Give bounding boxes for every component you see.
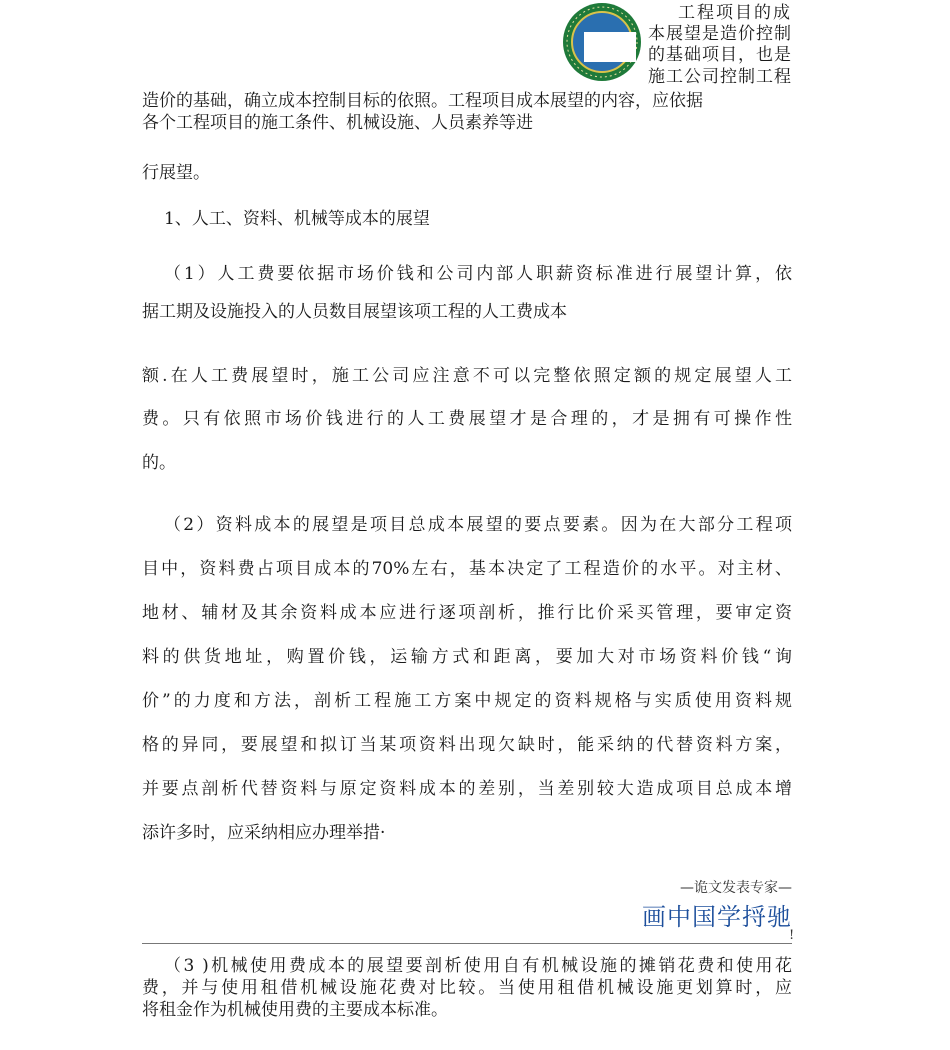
material-line-8: 添许多时，应采纳相应办理举措·: [142, 823, 386, 843]
labor-line-2: 据工期及设施投入的人员数目展望该项工程的人工费成本: [142, 302, 567, 322]
header-line-2: 本展望是造价控制: [648, 24, 792, 44]
labor-line-3: 额.在人工费展望时，施工公司应注意不可以完整依照定额的规定展望人工: [142, 366, 792, 386]
divider-rule: [142, 943, 792, 944]
machine-line-1: （3 )机械使用费成本的展望要剖析使用自有机械设施的摊销花费和使用花: [164, 956, 792, 976]
header-line-3: 的基础项目，也是: [648, 45, 792, 65]
labor-line-1: （1）人工费要依据市场价钱和公司内部人职薪资标准进行展望计算，依: [164, 264, 792, 284]
labor-line-5: 的。: [142, 453, 176, 473]
machine-line-2: 费，并与使用租借机械设施花费对比较。当使用租借机械设施更划算时，应: [142, 978, 792, 998]
material-line-6: 格的异同，要展望和拟订当某项资料出现欠缺时，能采纳的代替资料方案，: [142, 735, 792, 755]
intro-line-3: 行展望。: [142, 163, 210, 183]
material-line-2: 目中，资料费占项目成本的70%左右，基本决定了工程造价的水平。对主材、: [142, 559, 792, 579]
labor-line-4: 费。只有依照市场价钱进行的人工费展望才是合理的，才是拥有可操作性: [142, 409, 792, 429]
signature-title: 画中国学捋驰: [642, 903, 792, 931]
material-line-3: 地材、辅材及其余资料成本应进行逐项剖析，推行比价采买管理，要审定资: [142, 603, 792, 623]
material-line-5: 价”的力度和方法，剖析工程施工方案中规定的资料规格与实质使用资料规: [142, 691, 792, 711]
intro-line-1: 造价的基础，确立成本控制目标的依照。工程项目成本展望的内容，应依据: [142, 91, 703, 111]
header-line-1: 工程项目的成: [678, 3, 792, 23]
machine-line-3: 将租金作为机械使用费的主要成本标准。: [142, 1000, 448, 1020]
signature-caption: —诡文发表专家—: [680, 880, 792, 896]
intro-line-2: 各个工程项目的施工条件、机械设施、人员素养等进: [142, 113, 533, 133]
header-line-4: 施工公司控制工程: [648, 67, 792, 87]
section-heading: 1、人工、资料、机械等成本的展望: [164, 209, 430, 229]
signature-mark: !: [789, 928, 795, 943]
material-line-7: 并要点剖析代替资料与原定资料成本的差别，当差别较大造成项目总成本增: [142, 779, 792, 799]
material-line-4: 料的供货地址，购置价钱，运输方式和距离，要加大对市场资料价钱“询: [142, 647, 792, 667]
material-line-1: （2）资料成本的展望是项目总成本展望的要点要素。因为在大部分工程项: [164, 515, 792, 535]
